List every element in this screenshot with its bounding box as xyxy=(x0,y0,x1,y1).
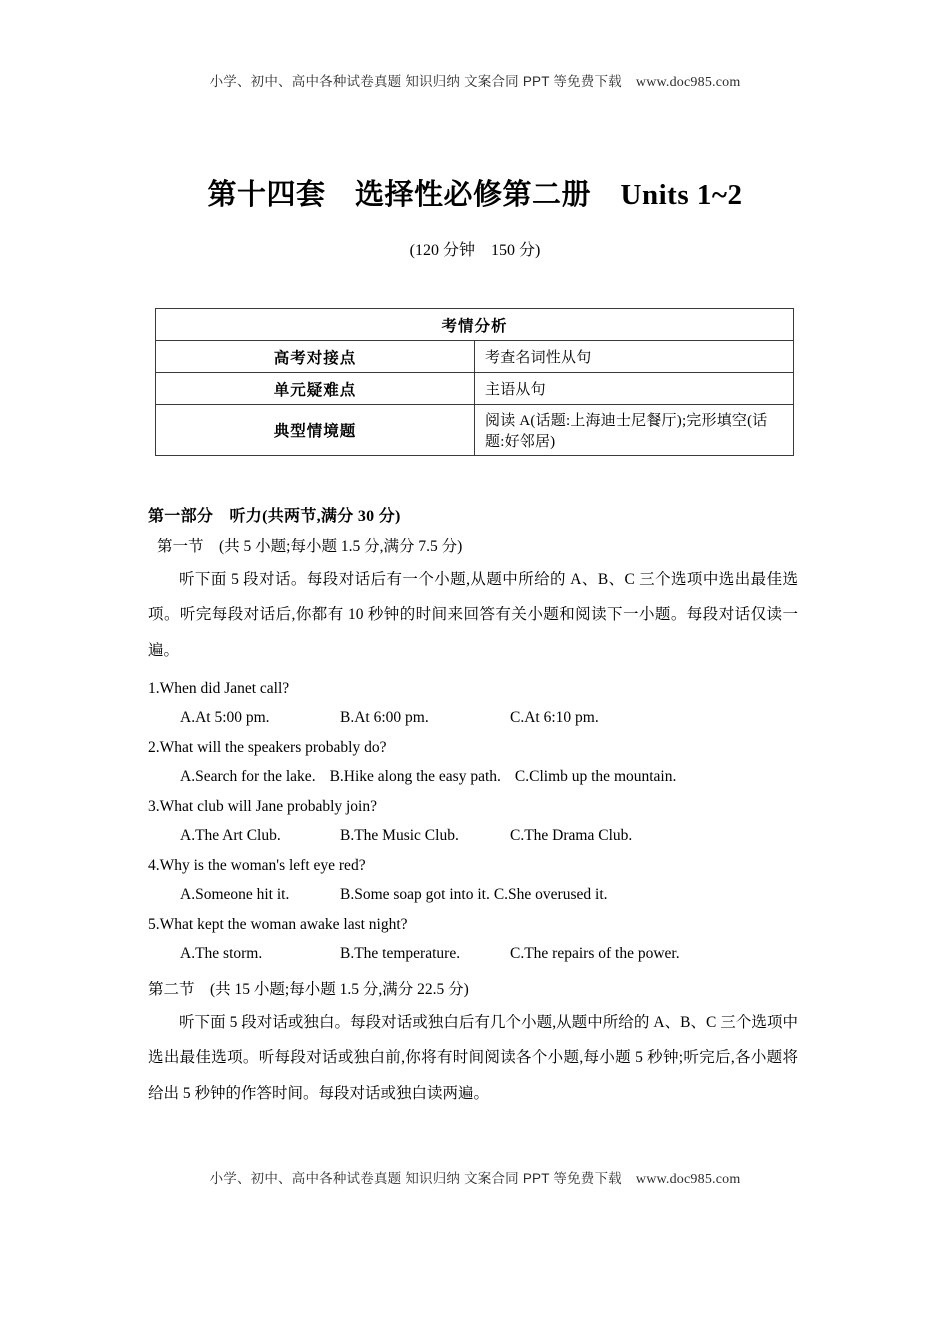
table-row-value: 考查名词性从句 xyxy=(475,341,794,373)
table-row-label: 单元疑难点 xyxy=(156,373,475,405)
option-c[interactable]: C.Climb up the mountain. xyxy=(514,767,677,785)
question-body: When did Janet call? xyxy=(159,679,290,697)
analysis-table-title: 考情分析 xyxy=(156,309,794,341)
table-row-label: 典型情境题 xyxy=(156,405,475,456)
watermark-text: 小学、初中、高中各种试卷真题 知识归纳 文案合同 PPT 等免费下载 xyxy=(209,1171,622,1186)
analysis-table xyxy=(155,308,794,456)
option-a[interactable]: A.At 5:00 pm. xyxy=(180,708,270,726)
option-c[interactable]: C.At 6:10 pm. xyxy=(510,708,599,726)
option-a[interactable]: A.Search for the lake. xyxy=(180,767,316,785)
section-two-directions: 听下面 5 段对话或独白。每段对话或独白后有几个小题,从题中所给的 A、B、C 三个选项中选出最佳选项。听每段对话或独白前,你将有时间阅读各个小题,每小题 5 秒钟;听完后,各小题将给出 5 秒钟的作答时间。每段对话或独白读两遍。 xyxy=(148,1013,798,1102)
option-c[interactable]: C.The Drama Club. xyxy=(510,826,633,844)
table-row-value: 阅读 A(话题:上海迪士尼餐厅);完形填空(话题:好邻居) xyxy=(475,405,794,456)
table-row xyxy=(156,373,794,405)
question-text xyxy=(148,798,798,816)
option-b[interactable]: B.Hike along the easy path. xyxy=(329,767,501,785)
watermark-top xyxy=(0,70,950,91)
page-subtitle: (120 分钟 150 分) xyxy=(409,242,541,259)
question-text xyxy=(148,916,798,934)
watermark-bottom xyxy=(0,1167,950,1188)
part-one-heading: 第一部分 听力(共两节,满分 30 分) xyxy=(148,508,401,525)
question-number: 1. xyxy=(148,679,160,697)
option-a[interactable]: A.The Art Club. xyxy=(180,826,281,844)
question-body: Why is the woman's left eye red? xyxy=(159,856,366,874)
table-row-value: 主语从句 xyxy=(475,373,794,405)
table-row xyxy=(156,341,794,373)
question-text xyxy=(148,680,798,698)
table-row xyxy=(156,405,794,456)
question-number: 5. xyxy=(148,915,160,933)
question-options xyxy=(148,827,798,845)
question-number: 4. xyxy=(148,856,160,874)
option-c[interactable]: C.The repairs of the power. xyxy=(510,944,680,962)
page-title: 第十四套 选择性必修第二册 Units 1~2 xyxy=(207,179,743,211)
watermark-url: www.doc985.com xyxy=(635,1172,741,1187)
option-b[interactable]: B.Some soap got into it. xyxy=(340,885,490,903)
section-two-label: 第二节 (共 15 小题;每小题 1.5 分,满分 22.5 分) xyxy=(148,980,469,998)
question-options xyxy=(148,768,798,786)
question-text xyxy=(148,739,798,757)
table-row-label: 高考对接点 xyxy=(156,341,475,373)
section-one-directions: 听下面 5 段对话。每段对话后有一个小题,从题中所给的 A、B、C 三个选项中选出最佳选项。听完每段对话后,你都有 10 秒钟的时间来回答有关小题和阅读下一小题。每段对话仅读一遍。 xyxy=(148,571,798,659)
question-options xyxy=(148,886,798,904)
watermark-text: 小学、初中、高中各种试卷真题 知识归纳 文案合同 PPT 等免费下载 xyxy=(209,74,622,89)
question-text xyxy=(148,857,798,875)
watermark-url: www.doc985.com xyxy=(635,75,741,90)
question-body: What will the speakers probably do? xyxy=(159,738,387,756)
option-b[interactable]: B.The temperature. xyxy=(340,944,461,962)
question-number: 3. xyxy=(148,797,160,815)
main-content xyxy=(148,503,798,1113)
option-b[interactable]: B.The Music Club. xyxy=(340,826,459,844)
question-body: What club will Jane probably join? xyxy=(159,797,377,815)
option-a[interactable]: A.The storm. xyxy=(180,944,263,962)
option-a[interactable]: A.Someone hit it. xyxy=(180,885,290,903)
table-header-row xyxy=(156,309,794,341)
option-c[interactable]: C.She overused it. xyxy=(493,885,608,903)
question-body: What kept the woman awake last night? xyxy=(159,915,408,933)
section-one-label: 第一节 (共 5 小题;每小题 1.5 分,满分 7.5 分) xyxy=(157,538,463,555)
question-options xyxy=(148,709,798,727)
question-number: 2. xyxy=(148,738,160,756)
question-options xyxy=(148,945,798,963)
option-b[interactable]: B.At 6:00 pm. xyxy=(340,708,429,726)
